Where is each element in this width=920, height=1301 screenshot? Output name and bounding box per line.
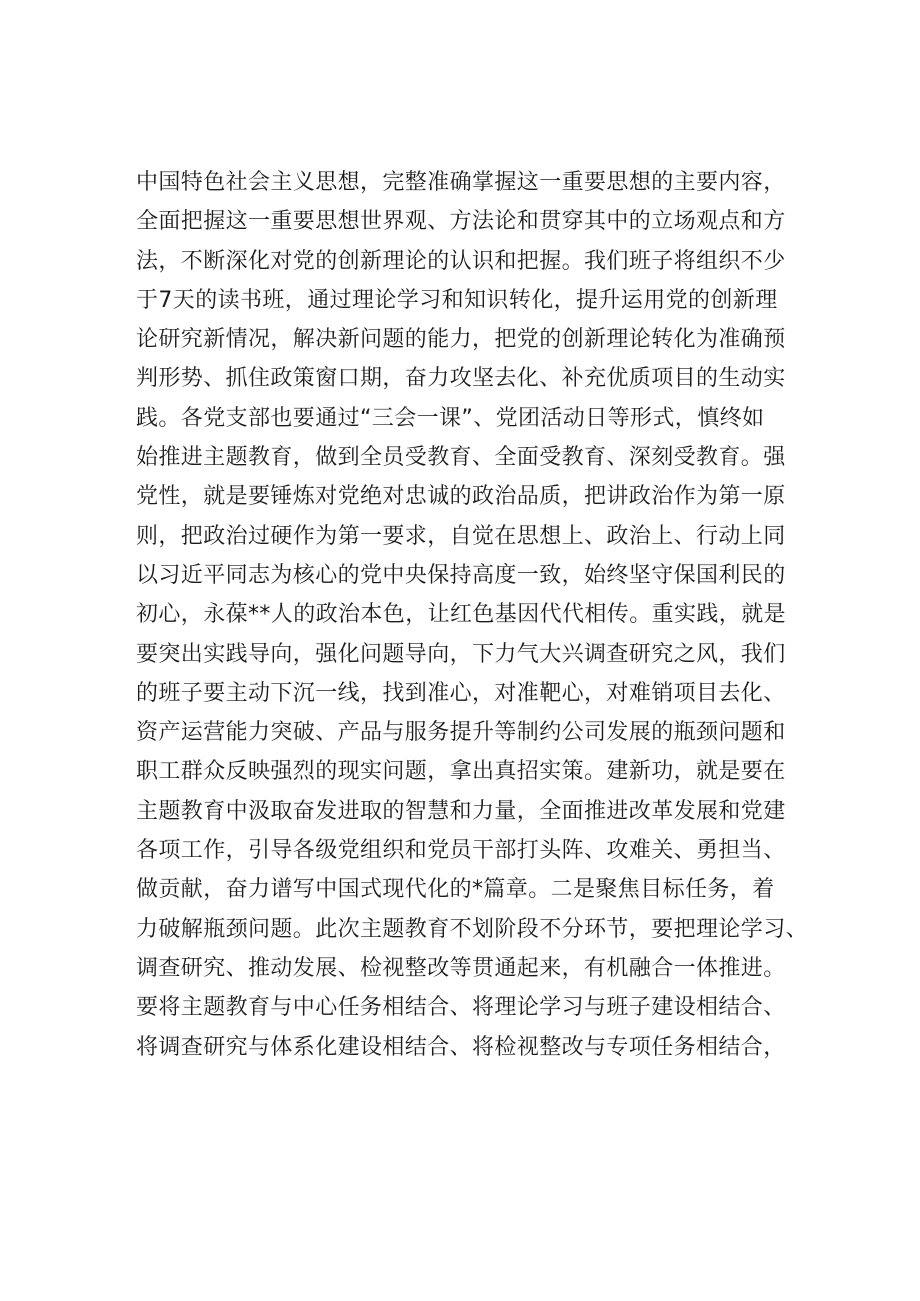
text-line-12: 初心，永葆**人的政治本色，让红色基因代代相传。重实践，就是 — [136, 602, 787, 628]
text-line-20: 力破解瓶颈问题。此次主题教育不划阶段不分环节，要把理论学习、 — [136, 916, 809, 942]
text-line-10: 则，把政治过硬作为第一要求，自觉在思想上、政治上、行动上同 — [136, 523, 786, 549]
text-line-11: 以习近平同志为核心的党中央保持高度一致，始终坚守保国利民的 — [136, 562, 786, 588]
body-paragraph — [136, 163, 816, 1067]
text-line-3: 法，不断深化对党的创新理论的认识和把握。我们班子将组织不少 — [136, 248, 786, 274]
text-line-21: 调查研究、推动发展、检视整改等贯通起来，有机融合一体推进。 — [136, 955, 786, 981]
text-line-17: 主题教育中汲取奋发进取的智慧和力量，全面推进改革发展和党建 — [136, 798, 786, 824]
text-line-18: 各项工作，引导各级党组织和党员干部打头阵、攻难关、勇担当、 — [136, 838, 786, 864]
text-line-7: 践。各党支部也要通过“三会一课”、党团活动日等形式，慎终如 — [136, 405, 765, 431]
text-line-23: 将调查研究与体系化建设相结合、将检视整改与专项任务相结合， — [136, 1034, 786, 1060]
text-line-13: 要突出实践导向，强化问题导向，下力气大兴调查研究之风，我们 — [136, 641, 786, 667]
text-line-6: 判形势、抓住政策窗口期，奋力攻坚去化、补充优质项目的生动实 — [136, 366, 786, 392]
text-line-8: 始推进主题教育，做到全员受教育、全面受教育、深刻受教育。强 — [136, 445, 786, 471]
text-line-19: 做贡献，奋力谱写中国式现代化的*篇章。二是聚焦目标任务，着 — [136, 877, 775, 903]
text-line-5: 论研究新情况，解决新问题的能力，把党的创新理论转化为准确预 — [136, 327, 786, 353]
text-line-14: 的班子要主动下沉一线，找到准心，对准靶心，对难销项目去化、 — [136, 680, 786, 706]
text-line-9: 党性，就是要锤炼对党绝对忠诚的政治品质，把讲政治作为第一原 — [136, 484, 786, 510]
text-line-16: 职工群众反映强烈的现实问题，拿出真招实策。建新功，就是要在 — [136, 759, 786, 785]
text-line-1: 中国特色社会主义思想，完整准确掌握这一重要思想的主要内容， — [136, 170, 786, 195]
text-line-4: 于7天的读书班，通过理论学习和知识转化，提升运用党的创新理 — [136, 287, 778, 313]
text-line-22: 要将主题教育与中心任务相结合、将理论学习与班子建设相结合、 — [136, 995, 786, 1021]
text-line-15: 资产运营能力突破、产品与服务提升等制约公司发展的瓶颈问题和 — [136, 720, 786, 746]
text-line-2: 全面把握这一重要思想世界观、方法论和贯穿其中的立场观点和方 — [136, 209, 786, 235]
